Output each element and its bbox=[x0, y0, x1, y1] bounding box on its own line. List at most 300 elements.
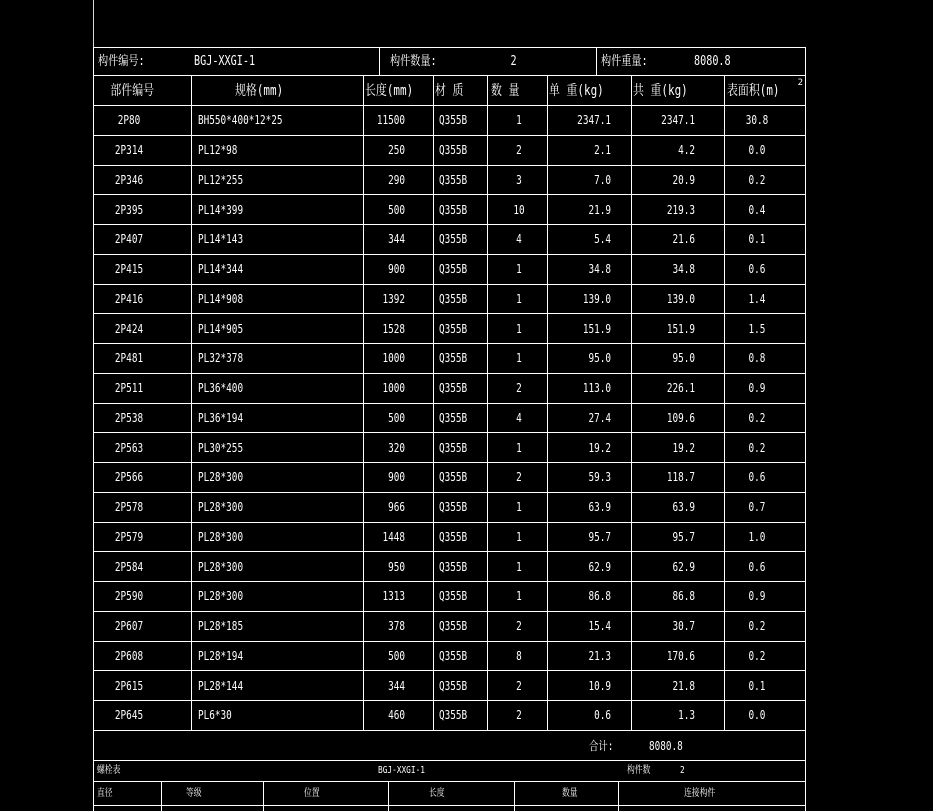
cell-spec: BH550*400*12*25 bbox=[198, 113, 283, 128]
divider bbox=[631, 701, 632, 730]
cell-surface-area: 30.8 bbox=[745, 113, 769, 128]
divider bbox=[547, 523, 548, 552]
cell-part-id: 2P395 bbox=[114, 202, 144, 217]
divider bbox=[363, 493, 364, 522]
cell-surface-area: 1.0 bbox=[748, 529, 766, 544]
cell-spec: PL36*194 bbox=[198, 410, 244, 425]
divider bbox=[547, 433, 548, 462]
divider bbox=[631, 76, 632, 105]
quantity-label: 构件数量: bbox=[390, 54, 437, 69]
divider bbox=[547, 255, 548, 284]
divider bbox=[631, 285, 632, 314]
cell-quantity: 1 bbox=[516, 500, 522, 515]
divider bbox=[433, 166, 434, 195]
divider bbox=[631, 612, 632, 641]
cell-part-id: 2P407 bbox=[114, 232, 144, 247]
cell-material: Q355B bbox=[439, 559, 468, 574]
cell-length: 950 bbox=[388, 559, 405, 574]
divider bbox=[161, 806, 162, 811]
cell-surface-area: 0.4 bbox=[748, 202, 766, 217]
divider bbox=[363, 701, 364, 730]
cell-quantity: 1 bbox=[516, 351, 522, 366]
cell-material: Q355B bbox=[439, 648, 468, 663]
cell-total-weight: 62.9 bbox=[672, 559, 695, 574]
cell-quantity: 1 bbox=[516, 262, 522, 277]
cell-unit-weight: 86.8 bbox=[588, 589, 611, 604]
cell-material: Q355B bbox=[439, 143, 468, 158]
divider bbox=[724, 225, 725, 254]
cell-quantity: 2 bbox=[516, 619, 522, 634]
cell-total-weight: 19.2 bbox=[672, 440, 695, 455]
divider bbox=[433, 106, 434, 135]
divider bbox=[547, 463, 548, 492]
cell-part-id: 2P314 bbox=[114, 143, 144, 158]
divider bbox=[631, 255, 632, 284]
header-total-weight: 共 重(kg) bbox=[633, 82, 688, 99]
divider bbox=[631, 404, 632, 433]
cell-total-weight: 95.0 bbox=[672, 351, 695, 366]
cell-unit-weight: 62.9 bbox=[588, 559, 611, 574]
cell-spec: PL32*378 bbox=[198, 351, 244, 366]
divider bbox=[191, 136, 192, 165]
cell-total-weight: 20.9 bbox=[672, 172, 695, 187]
cell-length: 290 bbox=[388, 172, 405, 187]
divider bbox=[631, 523, 632, 552]
cell-surface-area: 0.1 bbox=[748, 678, 766, 693]
cell-total-weight: 86.8 bbox=[672, 589, 695, 604]
bolt-table-count-value: 2 bbox=[680, 765, 685, 776]
divider bbox=[724, 552, 725, 581]
cell-material: Q355B bbox=[439, 619, 468, 634]
divider bbox=[724, 106, 725, 135]
divider bbox=[487, 225, 488, 254]
divider bbox=[724, 314, 725, 343]
divider bbox=[724, 76, 725, 105]
divider bbox=[487, 166, 488, 195]
cell-part-id: 2P645 bbox=[114, 708, 144, 723]
divider bbox=[631, 314, 632, 343]
cell-surface-area: 0.6 bbox=[748, 470, 766, 485]
cell-surface-area: 0.7 bbox=[748, 500, 766, 515]
cell-spec: PL6*30 bbox=[198, 708, 232, 723]
divider bbox=[433, 671, 434, 700]
divider bbox=[363, 433, 364, 462]
divider bbox=[631, 642, 632, 671]
divider bbox=[487, 582, 488, 611]
divider bbox=[191, 701, 192, 730]
bolt-header-diameter: 直径 bbox=[97, 787, 113, 799]
divider bbox=[191, 374, 192, 403]
meta-row bbox=[94, 47, 806, 75]
cell-length: 250 bbox=[388, 143, 405, 158]
divider bbox=[547, 76, 548, 105]
cell-material: Q355B bbox=[439, 262, 468, 277]
divider bbox=[191, 314, 192, 343]
cell-length: 344 bbox=[388, 232, 405, 247]
divider bbox=[191, 612, 192, 641]
divider bbox=[161, 782, 162, 805]
cell-quantity: 1 bbox=[516, 529, 522, 544]
cell-quantity: 2 bbox=[516, 381, 522, 396]
cell-part-id: 2P590 bbox=[114, 589, 144, 604]
divider bbox=[547, 642, 548, 671]
cell-material: Q355B bbox=[439, 589, 468, 604]
cell-material: Q355B bbox=[439, 440, 468, 455]
total-label: 合计: bbox=[589, 738, 614, 753]
divider bbox=[631, 374, 632, 403]
cell-surface-area: 0.2 bbox=[748, 619, 766, 634]
cell-surface-area: 0.2 bbox=[748, 172, 766, 187]
weight-value: 8080.8 bbox=[694, 54, 731, 69]
cell-total-weight: 21.6 bbox=[672, 232, 695, 247]
table-row bbox=[94, 165, 806, 195]
divider bbox=[724, 374, 725, 403]
cell-spec: PL36*400 bbox=[198, 381, 244, 396]
divider bbox=[363, 523, 364, 552]
header-quantity: 数 量 bbox=[491, 82, 520, 99]
table-row bbox=[94, 135, 806, 165]
cell-quantity: 1 bbox=[516, 559, 522, 574]
divider bbox=[547, 612, 548, 641]
divider bbox=[363, 136, 364, 165]
cell-total-weight: 219.3 bbox=[666, 202, 695, 217]
bolt-table-data-row bbox=[94, 805, 806, 811]
divider bbox=[433, 552, 434, 581]
divider bbox=[547, 552, 548, 581]
divider bbox=[514, 806, 515, 811]
cell-quantity: 1 bbox=[516, 291, 522, 306]
divider bbox=[547, 404, 548, 433]
cell-total-weight: 4.2 bbox=[678, 143, 695, 158]
divider bbox=[363, 225, 364, 254]
divider bbox=[363, 76, 364, 105]
cell-spec: PL28*144 bbox=[198, 678, 244, 693]
cell-unit-weight: 59.3 bbox=[588, 470, 611, 485]
total-row bbox=[94, 730, 806, 760]
cell-quantity: 3 bbox=[516, 172, 522, 187]
divider bbox=[191, 582, 192, 611]
cell-quantity: 2 bbox=[516, 678, 522, 693]
cell-length: 500 bbox=[388, 202, 405, 217]
cell-surface-area: 0.1 bbox=[748, 232, 766, 247]
table-row bbox=[94, 432, 806, 462]
cell-unit-weight: 151.9 bbox=[582, 321, 611, 336]
divider bbox=[363, 344, 364, 373]
divider bbox=[433, 76, 434, 105]
cell-length: 900 bbox=[388, 262, 405, 277]
cell-total-weight: 170.6 bbox=[666, 648, 695, 663]
divider bbox=[724, 136, 725, 165]
divider bbox=[433, 642, 434, 671]
bolt-table-title-row bbox=[94, 760, 806, 781]
divider bbox=[433, 195, 434, 224]
table-row bbox=[94, 194, 806, 224]
divider bbox=[191, 552, 192, 581]
cell-surface-area: 0.0 bbox=[748, 708, 766, 723]
cell-length: 1000 bbox=[382, 351, 405, 366]
divider bbox=[363, 404, 364, 433]
divider bbox=[487, 523, 488, 552]
divider bbox=[724, 166, 725, 195]
cell-surface-area: 1.5 bbox=[748, 321, 766, 336]
cell-part-id: 2P579 bbox=[114, 529, 144, 544]
divider bbox=[724, 463, 725, 492]
cell-length: 378 bbox=[388, 619, 405, 634]
divider bbox=[433, 433, 434, 462]
cell-unit-weight: 113.0 bbox=[582, 381, 611, 396]
divider bbox=[631, 106, 632, 135]
cell-quantity: 2 bbox=[516, 708, 522, 723]
divider bbox=[547, 285, 548, 314]
cell-spec: PL30*255 bbox=[198, 440, 244, 455]
cell-total-weight: 21.8 bbox=[672, 678, 695, 693]
header-length: 长度(mm) bbox=[365, 82, 414, 99]
cell-surface-area: 0.2 bbox=[748, 440, 766, 455]
divider bbox=[547, 106, 548, 135]
cell-surface-area: 0.6 bbox=[748, 559, 766, 574]
divider bbox=[363, 314, 364, 343]
cell-quantity: 2 bbox=[516, 143, 522, 158]
divider bbox=[487, 136, 488, 165]
cell-total-weight: 109.6 bbox=[666, 410, 695, 425]
divider bbox=[191, 344, 192, 373]
part-number-label: 构件编号: bbox=[98, 54, 145, 69]
cell-unit-weight: 15.4 bbox=[588, 619, 611, 634]
table-row bbox=[94, 343, 806, 373]
divider bbox=[487, 314, 488, 343]
divider bbox=[487, 285, 488, 314]
divider bbox=[363, 195, 364, 224]
table-header-row bbox=[94, 75, 806, 105]
divider bbox=[487, 76, 488, 105]
cell-material: Q355B bbox=[439, 321, 468, 336]
divider bbox=[724, 642, 725, 671]
divider bbox=[191, 523, 192, 552]
divider bbox=[724, 612, 725, 641]
divider bbox=[363, 106, 364, 135]
bolt-header-grade: 等级 bbox=[186, 787, 202, 799]
cell-quantity: 1 bbox=[516, 321, 522, 336]
table-row bbox=[94, 641, 806, 671]
divider bbox=[363, 552, 364, 581]
divider bbox=[487, 255, 488, 284]
divider bbox=[433, 404, 434, 433]
divider bbox=[514, 782, 515, 805]
divider bbox=[363, 255, 364, 284]
divider bbox=[487, 433, 488, 462]
divider bbox=[547, 374, 548, 403]
divider bbox=[547, 166, 548, 195]
cell-spec: PL28*300 bbox=[198, 500, 244, 515]
divider bbox=[487, 106, 488, 135]
divider bbox=[433, 285, 434, 314]
divider bbox=[631, 136, 632, 165]
divider bbox=[724, 285, 725, 314]
divider bbox=[487, 374, 488, 403]
cell-spec: PL28*194 bbox=[198, 648, 244, 663]
cell-spec: PL28*300 bbox=[198, 559, 244, 574]
divider bbox=[191, 433, 192, 462]
divider bbox=[724, 433, 725, 462]
cell-surface-area: 0.2 bbox=[748, 410, 766, 425]
cell-part-id: 2P346 bbox=[114, 172, 144, 187]
cell-part-id: 2P563 bbox=[114, 440, 144, 455]
header-part-id: 部件编号 bbox=[110, 82, 155, 99]
divider bbox=[547, 225, 548, 254]
cell-surface-area: 0.6 bbox=[748, 262, 766, 277]
cell-quantity: 1 bbox=[516, 440, 522, 455]
divider bbox=[618, 782, 619, 805]
cell-length: 344 bbox=[388, 678, 405, 693]
cell-material: Q355B bbox=[439, 351, 468, 366]
cell-material: Q355B bbox=[439, 500, 468, 515]
cell-material: Q355B bbox=[439, 529, 468, 544]
cell-quantity: 1 bbox=[516, 589, 522, 604]
divider bbox=[487, 701, 488, 730]
divider bbox=[433, 314, 434, 343]
table-row bbox=[94, 522, 806, 552]
cell-length: 966 bbox=[388, 500, 405, 515]
cell-spec: PL12*98 bbox=[198, 143, 238, 158]
cell-part-id: 2P424 bbox=[114, 321, 144, 336]
divider bbox=[191, 642, 192, 671]
divider bbox=[433, 582, 434, 611]
divider bbox=[631, 195, 632, 224]
divider bbox=[433, 463, 434, 492]
table-row bbox=[94, 581, 806, 611]
cell-total-weight: 151.9 bbox=[666, 321, 695, 336]
divider bbox=[363, 463, 364, 492]
cell-surface-area: 0.0 bbox=[748, 143, 766, 158]
divider bbox=[631, 166, 632, 195]
cell-quantity: 8 bbox=[516, 648, 522, 663]
cell-length: 900 bbox=[388, 470, 405, 485]
cell-total-weight: 118.7 bbox=[666, 470, 695, 485]
divider bbox=[547, 582, 548, 611]
divider bbox=[547, 344, 548, 373]
bolt-header-length: 长度 bbox=[429, 787, 445, 799]
divider bbox=[487, 404, 488, 433]
quantity-value: 2 bbox=[510, 54, 517, 69]
table-row bbox=[94, 254, 806, 284]
divider bbox=[263, 806, 264, 811]
cell-unit-weight: 7.0 bbox=[594, 172, 611, 187]
parts-list-table bbox=[93, 47, 806, 811]
cell-unit-weight: 21.3 bbox=[588, 648, 611, 663]
cell-unit-weight: 2.1 bbox=[594, 143, 611, 158]
divider bbox=[191, 195, 192, 224]
divider bbox=[724, 701, 725, 730]
cell-unit-weight: 95.0 bbox=[588, 351, 611, 366]
cell-part-id: 2P584 bbox=[114, 559, 144, 574]
divider bbox=[631, 225, 632, 254]
divider bbox=[487, 612, 488, 641]
divider bbox=[433, 255, 434, 284]
bolt-table-count-label: 构件数 bbox=[627, 765, 651, 776]
divider bbox=[363, 582, 364, 611]
cell-spec: PL14*143 bbox=[198, 232, 244, 247]
cell-spec: PL14*905 bbox=[198, 321, 244, 336]
cell-length: 320 bbox=[388, 440, 405, 455]
table-row bbox=[94, 670, 806, 700]
cell-unit-weight: 5.4 bbox=[594, 232, 611, 247]
cell-material: Q355B bbox=[439, 470, 468, 485]
divider bbox=[631, 671, 632, 700]
divider bbox=[388, 806, 389, 811]
cell-material: Q355B bbox=[439, 202, 468, 217]
divider bbox=[724, 582, 725, 611]
cell-part-id: 2P481 bbox=[114, 351, 144, 366]
divider bbox=[631, 344, 632, 373]
divider bbox=[547, 314, 548, 343]
table-row bbox=[94, 403, 806, 433]
divider bbox=[363, 642, 364, 671]
cell-quantity: 4 bbox=[516, 232, 522, 247]
cell-part-id: 2P608 bbox=[114, 648, 144, 663]
cell-unit-weight: 34.8 bbox=[588, 262, 611, 277]
table-row bbox=[94, 700, 806, 730]
cell-part-id: 2P538 bbox=[114, 410, 144, 425]
bolt-header-position: 位置 bbox=[304, 787, 320, 799]
cell-material: Q355B bbox=[439, 232, 468, 247]
table-row bbox=[94, 284, 806, 314]
table-row bbox=[94, 611, 806, 641]
weight-label: 构件重量: bbox=[601, 54, 648, 69]
divider bbox=[487, 344, 488, 373]
cell-surface-area: 0.2 bbox=[748, 648, 766, 663]
cell-spec: PL14*344 bbox=[198, 262, 244, 277]
divider bbox=[363, 374, 364, 403]
cell-length: 1528 bbox=[382, 321, 405, 336]
header-spec: 规格(mm) bbox=[235, 82, 284, 99]
table-row bbox=[94, 492, 806, 522]
cell-unit-weight: 19.2 bbox=[588, 440, 611, 455]
divider bbox=[487, 493, 488, 522]
header-superscript: 2 bbox=[797, 78, 803, 88]
cell-part-id: 2P80 bbox=[117, 113, 141, 128]
cell-length: 500 bbox=[388, 410, 405, 425]
cell-unit-weight: 0.6 bbox=[594, 708, 611, 723]
header-material: 材 质 bbox=[435, 82, 464, 99]
divider bbox=[433, 136, 434, 165]
cell-unit-weight: 63.9 bbox=[588, 500, 611, 515]
bolt-table-header-row bbox=[94, 781, 806, 805]
cell-part-id: 2P578 bbox=[114, 500, 144, 515]
divider bbox=[191, 106, 192, 135]
divider bbox=[433, 374, 434, 403]
divider bbox=[487, 552, 488, 581]
divider bbox=[547, 136, 548, 165]
cell-spec: PL14*908 bbox=[198, 291, 244, 306]
divider bbox=[487, 642, 488, 671]
divider bbox=[191, 404, 192, 433]
divider bbox=[263, 782, 264, 805]
divider bbox=[433, 523, 434, 552]
divider bbox=[547, 701, 548, 730]
divider bbox=[433, 225, 434, 254]
cell-material: Q355B bbox=[439, 172, 468, 187]
cell-total-weight: 139.0 bbox=[666, 291, 695, 306]
cell-part-id: 2P415 bbox=[114, 262, 144, 277]
cell-total-weight: 2347.1 bbox=[661, 113, 695, 128]
table-row bbox=[94, 373, 806, 403]
divider bbox=[363, 166, 364, 195]
cell-total-weight: 1.3 bbox=[678, 708, 695, 723]
cell-part-id: 2P511 bbox=[114, 381, 144, 396]
table-row bbox=[94, 551, 806, 581]
cell-length: 1392 bbox=[382, 291, 405, 306]
cell-quantity: 2 bbox=[516, 470, 522, 485]
